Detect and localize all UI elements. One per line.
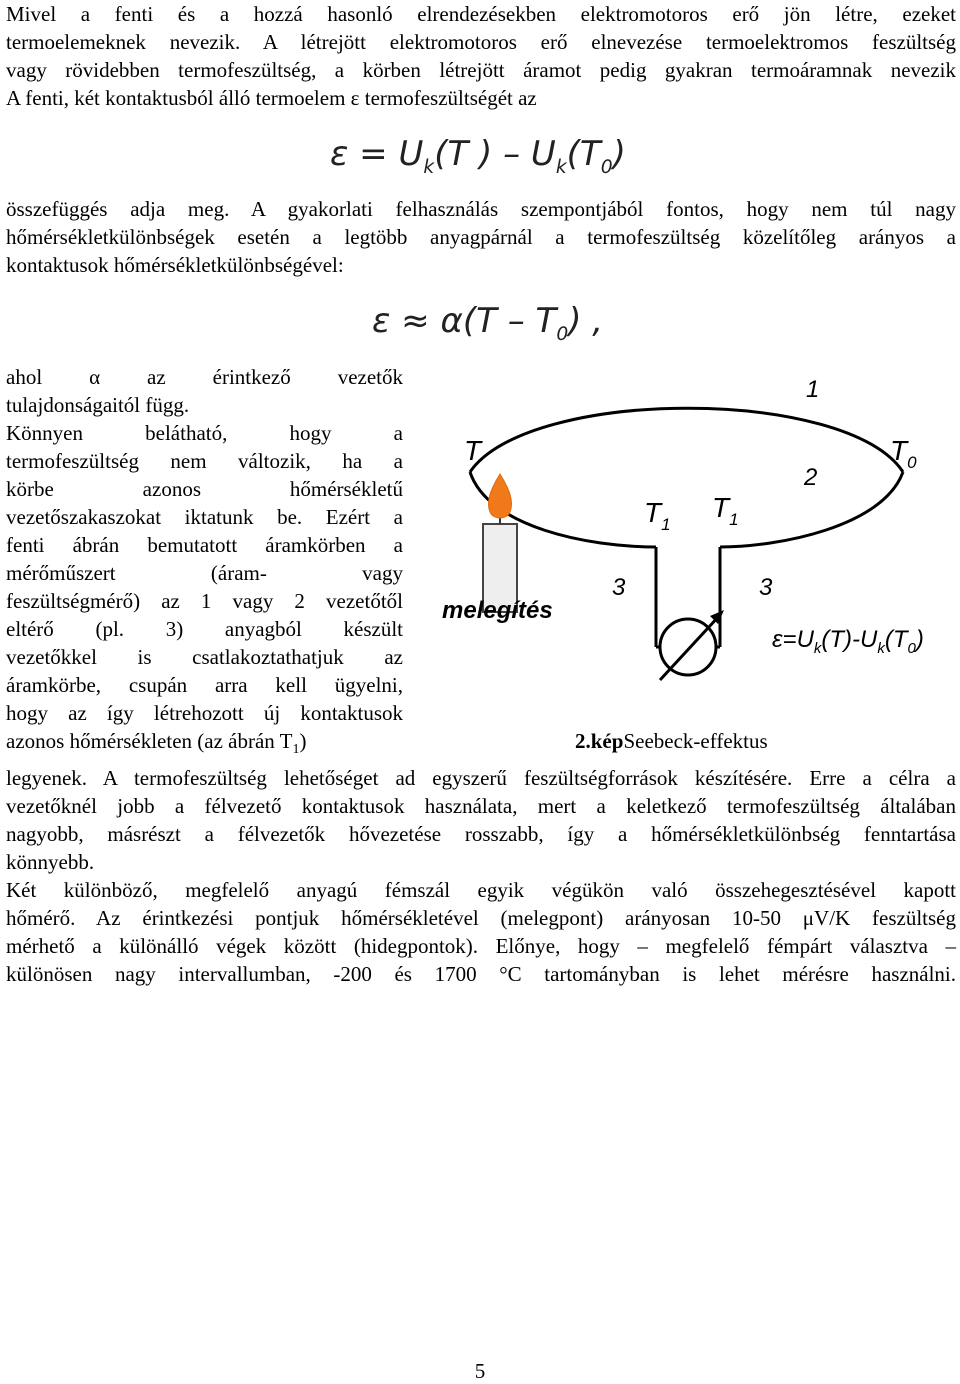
text-line: vezetőknél jobb a félvezető kontaktusok használata, mert a keletkező termofeszültség általában bbox=[6, 794, 956, 818]
text-line bbox=[6, 727, 403, 764]
caption-text: Seebeck-effektus bbox=[623, 729, 768, 753]
text-line: ahol α az érintkező vezetők bbox=[6, 365, 403, 389]
eq-part: ) bbox=[915, 626, 924, 653]
eq-sub: k bbox=[813, 640, 822, 657]
formula-sub: k bbox=[555, 156, 567, 178]
text-line: hogy az így létrehozott új kontaktusok bbox=[6, 701, 403, 725]
text-span: azonos hőmérsékleten (az ábrán T bbox=[6, 729, 293, 753]
label-t0 bbox=[890, 435, 917, 472]
wire-1 bbox=[470, 408, 903, 472]
formula-thermovoltage bbox=[330, 134, 626, 178]
label-wire-3-left: 3 bbox=[612, 574, 626, 601]
formula-sub: k bbox=[423, 156, 435, 178]
text-line: vezetőkkel is csatlakoztathatjuk az bbox=[6, 645, 403, 669]
text-line: körbe azonos hőmérsékletű bbox=[6, 477, 403, 501]
label-text: T bbox=[712, 492, 730, 523]
flame-icon bbox=[488, 474, 511, 518]
text-line: áramkörbe, csupán arra kell ügyelni, bbox=[6, 673, 403, 697]
text-line: fenti ábrán bemutatott áramkörben a bbox=[6, 533, 403, 557]
text-line: termofeszültség nem változik, ha a bbox=[6, 449, 403, 473]
text-line: Könnyen belátható, hogy a bbox=[6, 421, 403, 445]
text-line: hőmérsékletkülönbségek esetén a legtöbb anyagpárnál a termofeszültség közelítőleg arányos a bbox=[6, 225, 956, 249]
text-line: Mivel a fenti és a hozzá hasonló elrendezésekben elektromotoros erő jön létre, ezeket bbox=[6, 2, 956, 26]
eq-part: (T bbox=[884, 626, 908, 653]
text-line: vagy rövidebben termofeszültség, a körben létrejött áramot pedig gyakran termoáramnak nevezik bbox=[6, 58, 956, 82]
formula-part: ε = U bbox=[330, 134, 424, 174]
label-sub: 0 bbox=[907, 453, 917, 472]
text-line: feszültségmérő) az 1 vagy 2 vezetőtől bbox=[6, 589, 403, 613]
text-line: mérőműszert (áram- vagy bbox=[6, 561, 403, 585]
label-sub: 1 bbox=[729, 510, 739, 529]
text-line: A fenti, két kontaktusból álló termoelem ε termofeszültségét az bbox=[6, 86, 537, 110]
text-line: Két különböző, megfelelő anyagú fémszál egyik végükön való összehegesztésével kapott bbox=[6, 878, 956, 902]
label-wire-3-right: 3 bbox=[759, 574, 773, 601]
label-sub: 1 bbox=[661, 515, 671, 534]
text-line: mérhető a különálló végek között (hidegpontok). Előnye, hogy – megfelelő fémpárt választva – bbox=[6, 934, 956, 958]
text-line: eltérő (pl. 3) anyagból készült bbox=[6, 617, 403, 641]
eq-part: ε=U bbox=[772, 626, 814, 653]
formula-part: (T ) – U bbox=[434, 134, 556, 174]
text-line: nagyobb, másrészt a félvezetők hővezetése rosszabb, így a hőmérsékletkülönbség fenntartása bbox=[6, 822, 956, 846]
label-wire-2: 2 bbox=[804, 464, 818, 491]
text-line: összefüggés adja meg. A gyakorlati felhasználás szempontjából fontos, hogy nem túl nagy bbox=[6, 197, 956, 221]
caption-label: 2.kép bbox=[575, 729, 624, 753]
wire-2 bbox=[470, 472, 903, 547]
label-text: T bbox=[644, 497, 662, 528]
label-t1-left bbox=[644, 497, 671, 534]
seebeck-diagram bbox=[428, 362, 958, 707]
text-line: különösen nagy intervallumban, -200 és 1700 °C tartományban is lehet mérésre használni. bbox=[6, 962, 956, 986]
figure-caption bbox=[575, 727, 768, 755]
text-line: termoelemeknek nevezik. A létrejött elektromotoros erő elnevezése termoelektromos feszültség bbox=[6, 30, 956, 54]
text-line: vezetőszakaszokat iktatunk be. Ezért a bbox=[6, 505, 403, 529]
text-line: hőmérő. Az érintkezési pontjuk hőmérsékletével (melegpont) arányosan 10-50 μV/K feszültség bbox=[6, 906, 956, 930]
label-t1-right bbox=[712, 492, 739, 529]
formula-approximation bbox=[372, 301, 603, 345]
text-span: ) bbox=[299, 729, 307, 753]
text-line: könnyebb. bbox=[6, 850, 95, 874]
text-line: legyenek. A termofeszültség lehetőséget ad egyszerű feszültségforrások készítésére. Erre a célra a bbox=[6, 766, 956, 790]
text-line: kontaktusok hőmérsékletkülönbségével: bbox=[6, 253, 344, 277]
formula-part: ) , bbox=[568, 301, 604, 341]
formula-part: (T bbox=[566, 134, 601, 174]
formula-part: ε ≈ α(T – T bbox=[372, 301, 557, 341]
text-sub: 1 bbox=[292, 742, 300, 758]
text-line: tulajdonságaitól függ. bbox=[6, 393, 190, 417]
formula-sub: 0 bbox=[600, 156, 613, 178]
label-wire-1: 1 bbox=[806, 376, 820, 403]
label-t: T bbox=[464, 435, 482, 466]
label-equation bbox=[772, 626, 924, 657]
eq-sub: k bbox=[877, 640, 885, 657]
formula-part: ) bbox=[612, 134, 626, 174]
eq-part: (T)-U bbox=[821, 626, 878, 653]
eq-sub: 0 bbox=[907, 640, 916, 657]
label-text: T bbox=[890, 435, 908, 466]
formula-sub: 0 bbox=[556, 323, 569, 345]
page-number: 5 bbox=[474, 1359, 486, 1383]
label-heating: melegítés bbox=[442, 597, 553, 624]
